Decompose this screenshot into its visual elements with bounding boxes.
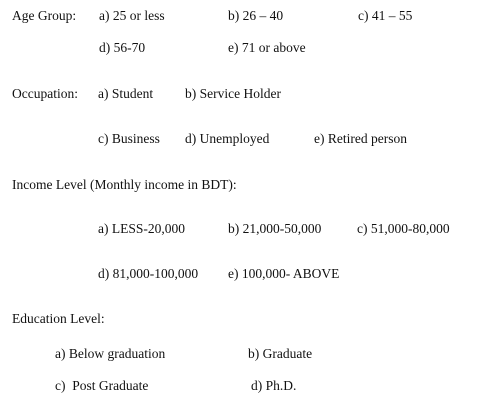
income-option-e: e) 100,000- ABOVE: [228, 266, 340, 281]
occupation-option-e: e) Retired person: [314, 131, 407, 146]
education-option-a: a) Below graduation: [55, 346, 166, 361]
income-option-b: b) 21,000-50,000: [228, 221, 322, 236]
education-level-label: Education Level:: [12, 311, 105, 326]
education-option-d: d) Ph.D.: [251, 378, 297, 393]
age-option-e: e) 71 or above: [228, 40, 306, 55]
income-option-d: d) 81,000-100,000: [98, 266, 199, 281]
occupation-option-a: a) Student: [98, 86, 154, 101]
income-option-a: a) LESS-20,000: [98, 221, 185, 236]
income-level-label: Income Level (Monthly income in BDT):: [12, 177, 237, 192]
age-option-d: d) 56-70: [99, 40, 146, 55]
age-option-c: c) 41 – 55: [358, 8, 413, 23]
age-option-a: a) 25 or less: [99, 8, 165, 23]
occupation-option-b: b) Service Holder: [185, 86, 281, 101]
occupation-option-d: d) Unemployed: [185, 131, 270, 146]
education-option-b: b) Graduate: [248, 346, 313, 361]
age-option-b: b) 26 – 40: [228, 8, 284, 23]
age-group-label: Age Group:: [12, 8, 77, 23]
occupation-label: Occupation:: [12, 86, 78, 101]
education-option-c: c) Post Graduate: [55, 378, 149, 393]
occupation-option-c: c) Business: [98, 131, 160, 146]
income-option-c: c) 51,000-80,000: [357, 221, 450, 236]
